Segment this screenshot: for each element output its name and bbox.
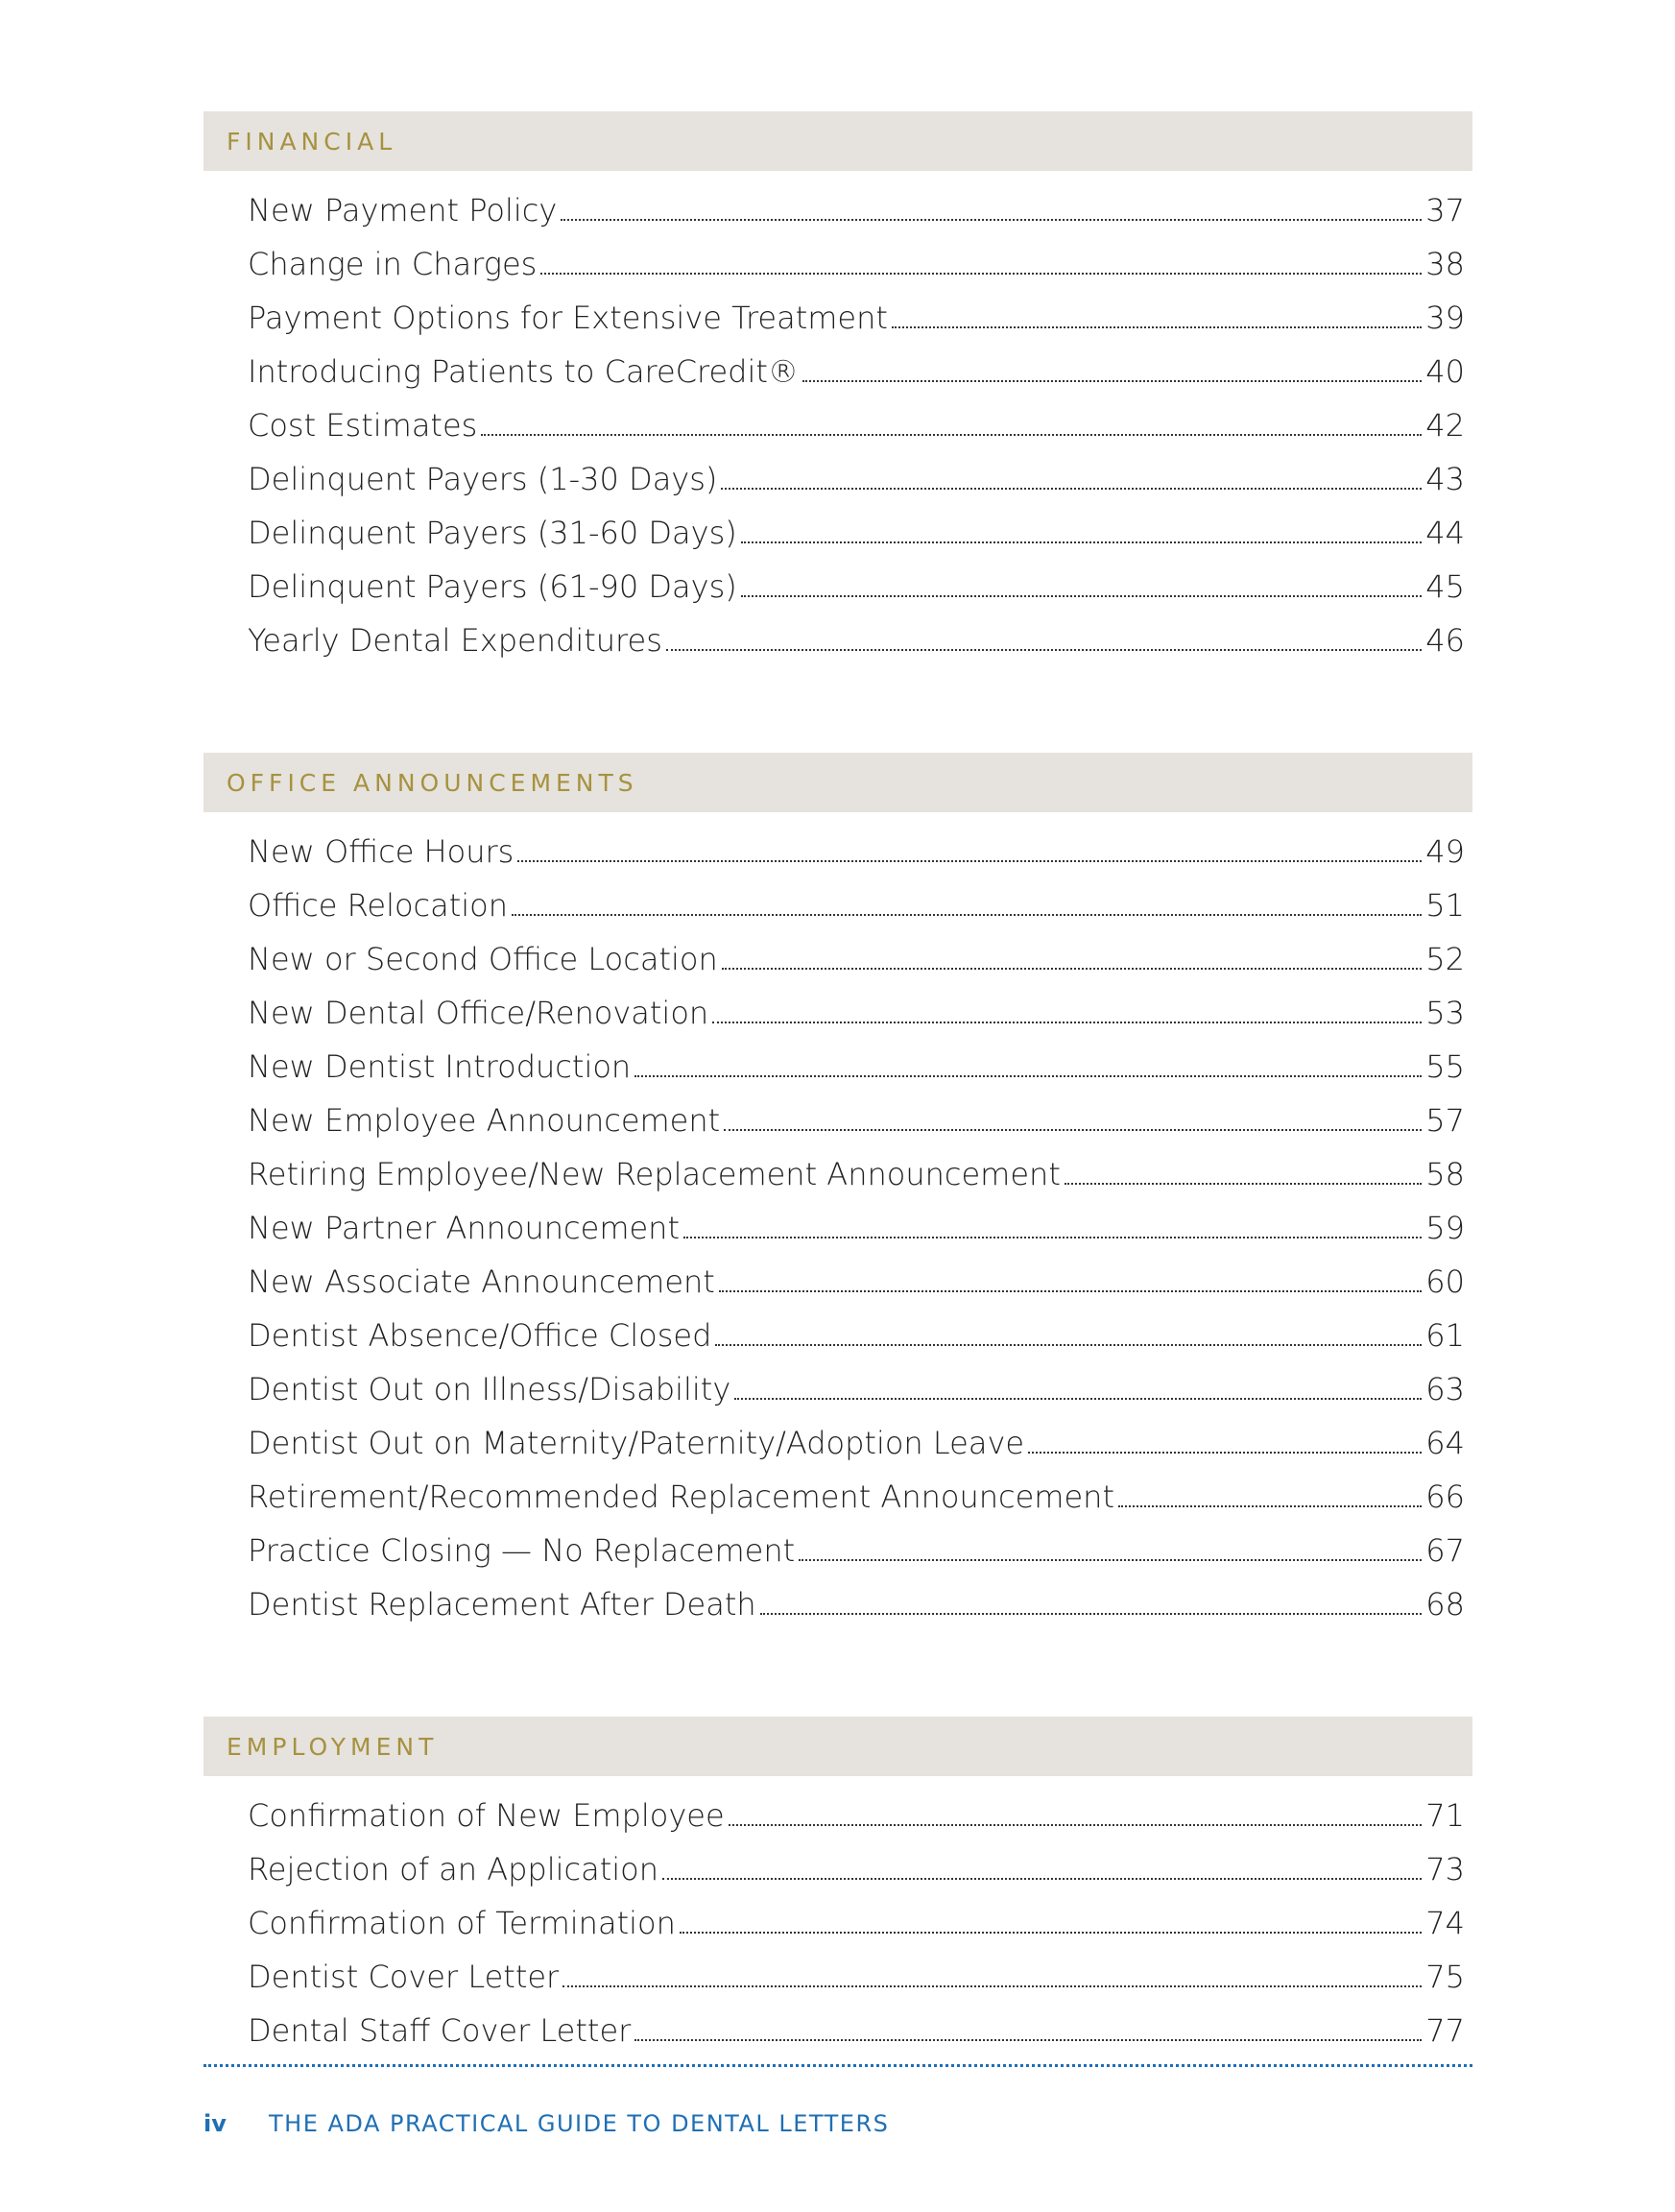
toc-entry-page-number: 43: [1425, 461, 1465, 497]
toc-entry[interactable]: [248, 995, 1465, 1048]
toc-entry-title: Dental Staff Cover Letter: [248, 2012, 632, 2049]
toc-entry[interactable]: [248, 1586, 1465, 1640]
toc-entry[interactable]: [248, 246, 1465, 300]
toc-entry-title: Cost Estimates: [248, 407, 478, 444]
dot-leader: [634, 1075, 1422, 1077]
toc-entry[interactable]: [248, 833, 1465, 887]
toc-entry[interactable]: [248, 353, 1465, 407]
dot-leader: [712, 1022, 1422, 1023]
toc-entry-page-number: 63: [1425, 1371, 1465, 1407]
toc-entry-title: Dentist Replacement After Death: [248, 1586, 756, 1623]
toc-entry[interactable]: [248, 1156, 1465, 1210]
toc-section-office-announcements: [203, 753, 1472, 1640]
toc-entry[interactable]: [248, 1851, 1465, 1905]
toc-entry[interactable]: [248, 941, 1465, 995]
toc-list: [203, 192, 1472, 676]
toc-entry-page-number: 55: [1425, 1048, 1465, 1085]
section-header: [203, 111, 1472, 171]
toc-entry-page-number: 53: [1425, 995, 1465, 1031]
dot-leader: [721, 488, 1422, 490]
dot-leader: [562, 1985, 1422, 1987]
toc-entry-page-number: 40: [1425, 353, 1465, 390]
dot-leader: [892, 326, 1422, 328]
toc-entry[interactable]: [248, 1102, 1465, 1156]
dot-leader: [561, 219, 1422, 221]
toc-list: [203, 1797, 1472, 2066]
toc-entry-title: Confirmation of New Employee: [248, 1797, 725, 1834]
toc-entry-page-number: 61: [1425, 1317, 1465, 1354]
toc-entry-title: Yearly Dental Expenditures: [248, 622, 662, 659]
toc-entry[interactable]: [248, 300, 1465, 353]
toc-entry-page-number: 60: [1425, 1263, 1465, 1300]
toc-entry-page-number: 42: [1425, 407, 1465, 444]
toc-entry[interactable]: [248, 568, 1465, 622]
toc-section-employment: [203, 1717, 1472, 2066]
toc-entry[interactable]: [248, 1371, 1465, 1425]
toc-entry[interactable]: [248, 1479, 1465, 1532]
toc-entry-title: New Dental Office/Renovation: [248, 995, 709, 1031]
toc-entry-page-number: 51: [1425, 887, 1465, 924]
toc-entry-title: Retirement/Recommended Replacement Announcement: [248, 1479, 1114, 1515]
footer-book-title: THE ADA PRACTICAL GUIDE TO DENTAL LETTERS: [269, 2110, 890, 2137]
toc-entry[interactable]: [248, 192, 1465, 246]
toc-entry[interactable]: [248, 1048, 1465, 1102]
toc-entry-title: Retiring Employee/New Replacement Announcement: [248, 1156, 1061, 1192]
toc-entry-title: Office Relocation: [248, 887, 509, 924]
section-header: [203, 1717, 1472, 1776]
toc-entry-title: Delinquent Payers (61-90 Days): [248, 568, 737, 605]
dot-leader: [680, 1932, 1422, 1934]
dot-leader: [1028, 1452, 1422, 1454]
toc-entry-page-number: 57: [1425, 1102, 1465, 1139]
toc-entry-page-number: 74: [1425, 1905, 1465, 1941]
section-header: [203, 753, 1472, 812]
section-title: FINANCIAL: [227, 127, 397, 156]
footer-divider: [203, 2064, 1472, 2067]
toc-entry-title: Payment Options for Extensive Treatment: [248, 300, 888, 336]
dot-leader: [802, 380, 1422, 382]
toc-section-financial: [203, 111, 1472, 676]
toc-entry-title: Delinquent Payers (1-30 Days): [248, 461, 718, 497]
toc-entry-title: Confirmation of Termination: [248, 1905, 676, 1941]
dot-leader: [683, 1237, 1422, 1238]
page-footer: [203, 2110, 889, 2137]
toc-entry[interactable]: [248, 515, 1465, 568]
toc-entry-title: Dentist Out on Illness/Disability: [248, 1371, 731, 1407]
toc-entry-title: New Dentist Introduction: [248, 1048, 632, 1085]
toc-entry-page-number: 71: [1425, 1797, 1465, 1834]
toc-entry-page-number: 39: [1425, 300, 1465, 336]
dot-leader: [666, 649, 1422, 651]
toc-entry-page-number: 49: [1425, 833, 1465, 870]
table-of-contents: [203, 111, 1472, 2143]
toc-entry-title: Delinquent Payers (31-60 Days): [248, 515, 737, 551]
toc-entry[interactable]: [248, 2012, 1465, 2066]
toc-entry-page-number: 67: [1425, 1532, 1465, 1569]
toc-entry[interactable]: [248, 407, 1465, 461]
toc-entry-title: Practice Closing — No Replacement: [248, 1532, 796, 1569]
toc-entry-page-number: 44: [1425, 515, 1465, 551]
toc-entry-title: Rejection of an Application: [248, 1851, 658, 1887]
toc-entry-page-number: 59: [1425, 1210, 1465, 1246]
toc-entry[interactable]: [248, 1905, 1465, 1959]
toc-entry-title: New or Second Office Location: [248, 941, 718, 977]
toc-entry-title: New Partner Announcement: [248, 1210, 680, 1246]
dot-leader: [662, 1878, 1422, 1880]
section-title: EMPLOYMENT: [227, 1732, 439, 1761]
toc-entry-title: New Office Hours: [248, 833, 514, 870]
toc-entry-title: Dentist Cover Letter: [248, 1959, 560, 1995]
toc-list: [203, 833, 1472, 1640]
toc-entry[interactable]: [248, 887, 1465, 941]
toc-entry-page-number: 64: [1425, 1425, 1465, 1461]
toc-entry-title: Introducing Patients to CareCredit®: [248, 353, 799, 390]
toc-entry-page-number: 73: [1425, 1851, 1465, 1887]
toc-entry[interactable]: [248, 1797, 1465, 1851]
toc-entry-page-number: 52: [1425, 941, 1465, 977]
dot-leader: [734, 1398, 1422, 1400]
toc-entry[interactable]: [248, 622, 1465, 676]
toc-entry-page-number: 45: [1425, 568, 1465, 605]
toc-entry[interactable]: [248, 1210, 1465, 1263]
toc-entry[interactable]: [248, 461, 1465, 515]
dot-leader: [722, 968, 1423, 970]
footer-page-number: iv: [203, 2110, 227, 2137]
dot-leader: [760, 1613, 1423, 1615]
toc-entry-page-number: 66: [1425, 1479, 1465, 1515]
toc-entry-page-number: 68: [1425, 1586, 1465, 1623]
toc-entry-title: Dentist Out on Maternity/Paternity/Adoption Leave: [248, 1425, 1025, 1461]
toc-entry-title: New Associate Announcement: [248, 1263, 715, 1300]
toc-entry-title: New Payment Policy: [248, 192, 558, 228]
toc-entry[interactable]: [248, 1317, 1465, 1371]
dot-leader: [512, 914, 1422, 916]
dot-leader: [517, 860, 1422, 862]
toc-entry[interactable]: [248, 1263, 1465, 1317]
dot-leader: [729, 1824, 1423, 1826]
toc-entry-page-number: 46: [1425, 622, 1465, 659]
section-title: OFFICE ANNOUNCEMENTS: [227, 768, 638, 797]
dot-leader: [1065, 1183, 1422, 1185]
toc-entry-page-number: 58: [1425, 1156, 1465, 1192]
toc-entry-page-number: 37: [1425, 192, 1465, 228]
dot-leader: [481, 434, 1422, 436]
dot-leader: [741, 595, 1423, 597]
dot-leader: [715, 1344, 1422, 1346]
toc-entry-page-number: 77: [1425, 2012, 1465, 2049]
dot-leader: [719, 1290, 1422, 1292]
toc-entry-title: Change in Charges: [248, 246, 538, 282]
toc-entry-title: New Employee Announcement: [248, 1102, 721, 1139]
toc-entry-title: Dentist Absence/Office Closed: [248, 1317, 712, 1354]
toc-entry[interactable]: [248, 1425, 1465, 1479]
dot-leader: [634, 2039, 1422, 2041]
toc-entry[interactable]: [248, 1959, 1465, 2012]
toc-entry-page-number: 75: [1425, 1959, 1465, 1995]
dot-leader: [1118, 1505, 1422, 1507]
dot-leader: [741, 541, 1423, 543]
dot-leader: [540, 273, 1422, 275]
toc-entry-page-number: 38: [1425, 246, 1465, 282]
dot-leader: [799, 1559, 1422, 1561]
toc-entry[interactable]: [248, 1532, 1465, 1586]
dot-leader: [724, 1129, 1422, 1131]
